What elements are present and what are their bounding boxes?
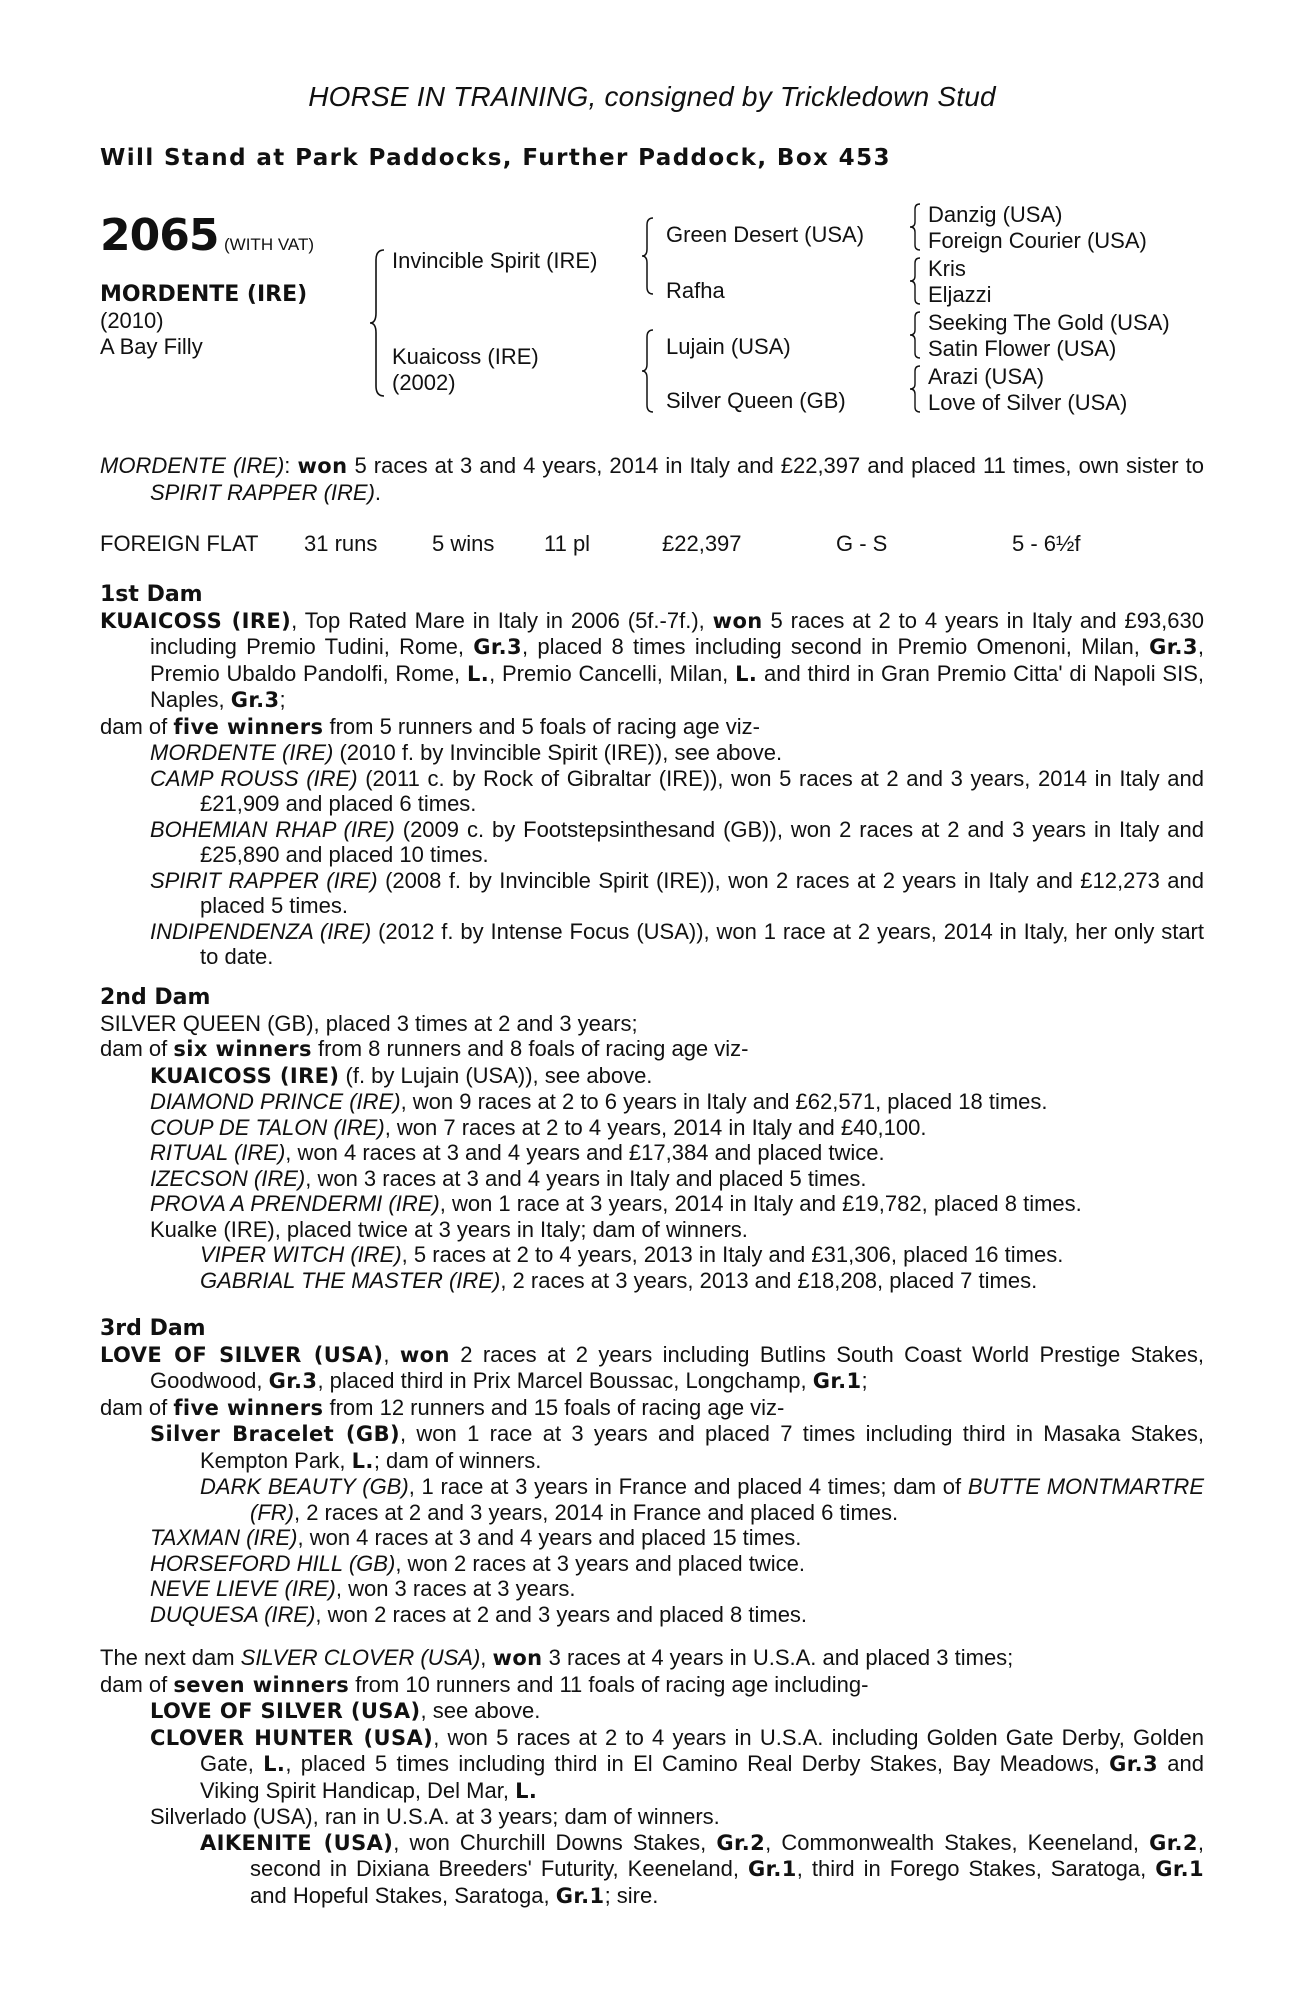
brace-dam xyxy=(640,328,656,414)
text: , won 3 races at 3 and 4 years in Italy and placed 5 times. xyxy=(305,1165,867,1191)
progeny-name: RITUAL (IRE) xyxy=(150,1140,286,1165)
text: , Commonwealth Stakes, Keeneland, xyxy=(765,1829,1150,1855)
text: ; xyxy=(861,1368,868,1393)
text: , won 4 races at 3 and 4 years and £17,384 and placed twice. xyxy=(285,1140,885,1165)
text: from 12 runners and 15 foals of racing age viz- xyxy=(323,1394,785,1420)
grade: Gr.1 xyxy=(812,1369,862,1393)
grade: Gr.3 xyxy=(1149,635,1198,659)
winners-count: five winners xyxy=(173,714,324,739)
progeny-name: Silver Bracelet (GB) xyxy=(150,1422,400,1446)
text: dam of xyxy=(100,713,174,739)
grade: Gr.3 xyxy=(473,635,523,659)
progeny-item xyxy=(100,1191,1204,1217)
g-seeking-the-gold: Seeking The Gold (USA) xyxy=(928,310,1170,335)
progeny-name: HORSEFORD HILL (GB) xyxy=(150,1550,396,1576)
progeny-name: INDIPENDENZA (IRE) xyxy=(150,918,372,944)
progeny-name: DARK BEAUTY (GB) xyxy=(200,1474,409,1499)
section-heading: 2nd Dam xyxy=(100,985,211,1010)
progeny-item xyxy=(100,1421,1204,1474)
text: , placed 5 times including third in El Camino Real Derby Stakes, Bay Meadows, xyxy=(285,1751,1110,1776)
grade: Gr.1 xyxy=(555,1883,605,1908)
progeny-item xyxy=(100,1525,1204,1551)
progeny-item xyxy=(100,1551,1204,1577)
progeny-name: CAMP ROUSS (IRE) xyxy=(150,765,358,791)
g-satin-flower: Satin Flower (USA) xyxy=(928,336,1117,361)
progeny-item xyxy=(100,1115,1204,1141)
text: , won 2 races at 3 years and placed twice. xyxy=(395,1550,805,1576)
summary-won: won xyxy=(297,454,348,478)
text: , 2 races at 3 years, 2013 and £18,208, placed 7 times. xyxy=(500,1267,1038,1293)
progeny-name: KUAICOSS (IRE) xyxy=(150,1063,340,1088)
text: , Premio Cancelli, Milan, xyxy=(489,660,736,686)
progeny-item: Silverlado (USA), ran in U.S.A. at 3 years; dam of winners. xyxy=(150,1804,720,1829)
summary-text: 5 races at 3 and 4 years, 2014 in Italy and £22,397 and placed 11 times, own sister to xyxy=(347,453,1204,478)
sire-sire: Green Desert (USA) xyxy=(666,222,865,247)
progeny-name: DUQUESA (IRE) xyxy=(150,1601,316,1627)
winners-count: seven winners xyxy=(173,1672,350,1697)
text: , xyxy=(480,1645,493,1670)
progeny-name: TAXMAN (IRE) xyxy=(150,1525,298,1550)
grade: Gr.3 xyxy=(268,1369,318,1393)
text: , won Churchill Downs Stakes, xyxy=(393,1829,717,1855)
progeny-item xyxy=(100,1698,1204,1725)
vat-note: (WITH VAT) xyxy=(224,235,315,254)
text: from 5 runners and 5 foals of racing age viz- xyxy=(323,713,760,739)
grade: Gr.3 xyxy=(230,688,280,712)
progeny-name: GABRIAL THE MASTER (IRE) xyxy=(200,1267,501,1293)
progeny-item xyxy=(100,1268,1204,1294)
horse-summary xyxy=(100,453,1204,505)
progeny-item xyxy=(100,1089,1204,1115)
progeny-name: SPIRIT RAPPER (IRE) xyxy=(150,867,378,893)
dam-line: SILVER QUEEN (GB), placed 3 times at 2 and 3 years; xyxy=(100,1010,638,1036)
progeny-item xyxy=(100,1166,1204,1192)
text: (2010 f. by Invincible Spirit (IRE)), see above. xyxy=(333,740,783,765)
progeny-name: BOHEMIAN RHAP (IRE) xyxy=(150,816,395,842)
dam-year: (2002) xyxy=(392,370,456,395)
grade: Gr.1 xyxy=(747,1857,797,1881)
progeny-name: DIAMOND PRINCE (IRE) xyxy=(150,1089,401,1114)
dam-name: SILVER CLOVER (USA) xyxy=(240,1645,481,1670)
record-placed: 11 pl xyxy=(544,531,591,556)
text: dam of xyxy=(100,1394,174,1420)
progeny-item xyxy=(100,1140,1204,1166)
record-wins: 5 wins xyxy=(432,531,495,556)
text: , third in Forego Stakes, Saratoga, xyxy=(796,1856,1156,1881)
progeny-item xyxy=(100,766,1204,817)
text: dam of xyxy=(100,1036,174,1061)
dam-sire: Lujain (USA) xyxy=(666,334,791,359)
grade: Gr.1 xyxy=(1155,1857,1204,1881)
progeny-name: VIPER WITCH (IRE) xyxy=(200,1242,402,1267)
g-kris: Kris xyxy=(928,256,966,281)
text: , xyxy=(383,1341,400,1367)
text: , won 7 races at 2 to 4 years, 2014 in Italy and £40,100. xyxy=(384,1114,927,1140)
summary-text: . xyxy=(374,479,382,505)
listed: L. xyxy=(351,1448,374,1473)
record-going: G - S xyxy=(836,531,888,556)
stand-location: Will Stand at Park Paddocks, Further Paddock, Box 453 xyxy=(100,145,891,171)
listed: L. xyxy=(735,661,758,686)
text: dam of xyxy=(100,1671,174,1697)
text: 3 races at 4 years in U.S.A. and placed 3 times; xyxy=(542,1645,1014,1670)
progeny-name: PROVA A PRENDERMI (IRE) xyxy=(150,1191,440,1216)
g-danzig: Danzig (USA) xyxy=(928,202,1063,227)
progeny-item xyxy=(100,1576,1204,1602)
progeny-item xyxy=(100,1063,1204,1090)
text: and Hopeful Stakes, Saratoga, xyxy=(250,1882,556,1908)
text: , see above. xyxy=(420,1698,541,1723)
horse-year: (2010) xyxy=(100,308,164,333)
text: and Viking Spirit Handicap, Del Mar, xyxy=(200,1751,1204,1803)
text: (2012 f. by Intense Focus (USA)), won 1 race at 2 years, 2014 in Italy, her only start to date. xyxy=(200,918,1204,969)
horse-name: MORDENTE (IRE) xyxy=(100,282,308,307)
text: , won 2 races at 2 and 3 years and placed 8 times. xyxy=(315,1601,808,1627)
text: , won 9 races at 2 to 6 years in Italy and £62,571, placed 18 times. xyxy=(400,1089,1048,1114)
section-heading: 3rd Dam xyxy=(100,1316,206,1341)
text: ; dam of winners. xyxy=(373,1447,542,1473)
text: , Top Rated Mare in Italy in 2006 (5f.-7f.), xyxy=(291,607,713,633)
record-distance: 5 - 6½f xyxy=(1012,531,1081,556)
dam-name: KUAICOSS (IRE) xyxy=(100,608,292,633)
text: (2011 c. by Rock of Gibraltar (IRE)), won 5 races at 2 and 3 years, 2014 in Italy and £21,909 and placed 6 times. xyxy=(200,765,1204,816)
summary-sister: SPIRIT RAPPER (IRE) xyxy=(150,479,375,505)
progeny-name: BUTTE MONTMARTRE (FR) xyxy=(250,1474,1204,1525)
progeny-item xyxy=(100,1602,1204,1628)
progeny-item xyxy=(100,868,1204,919)
progeny-name: LOVE OF SILVER (USA) xyxy=(150,1699,421,1723)
progeny-name: CLOVER HUNTER (USA) xyxy=(150,1725,434,1750)
text: ; xyxy=(279,687,286,712)
text: , second in Dixiana Breeders' Futurity, Keeneland, xyxy=(250,1829,1205,1881)
summary-name: MORDENTE (IRE) xyxy=(100,453,285,478)
third-dam-section xyxy=(100,1316,1204,1627)
progeny-item xyxy=(100,1474,1204,1525)
progeny-item xyxy=(100,1725,1204,1805)
progeny-item: Kualke (IRE), placed twice at 3 years in Italy; dam of winners. xyxy=(150,1216,748,1242)
text: , won 5 races at 2 to 4 years in U.S.A. including Golden Gate Derby, Golden Gate, xyxy=(200,1724,1204,1776)
text: (f. by Lujain (USA)), see above. xyxy=(339,1062,653,1088)
record-earnings: £22,397 xyxy=(662,531,742,556)
dam-dam: Silver Queen (GB) xyxy=(666,388,846,413)
grade: Gr.2 xyxy=(1149,1830,1198,1855)
text: (2009 c. by Footstepsinthesand (GB)), won 2 races at 2 and 3 years in Italy and £25,890 and placed 10 times. xyxy=(200,816,1204,867)
text: from 10 runners and 11 foals of racing age including- xyxy=(349,1671,869,1697)
text: , placed third in Prix Marcel Boussac, Longchamp, xyxy=(317,1368,813,1393)
progeny-item xyxy=(100,817,1204,868)
record-runs: 31 runs xyxy=(304,531,378,556)
listed: L. xyxy=(466,661,490,686)
progeny-name: IZECSON (IRE) xyxy=(150,1165,306,1191)
page-title: HORSE IN TRAINING, consigned by Trickledown Stud xyxy=(308,81,996,112)
section-heading: 1st Dam xyxy=(100,582,203,607)
text: , won 3 races at 3 years. xyxy=(335,1576,576,1601)
sire: Invincible Spirit (IRE) xyxy=(392,248,598,273)
text: from 8 runners and 8 foals of racing age viz- xyxy=(311,1036,749,1061)
sire-dam: Rafha xyxy=(666,278,725,303)
winners-count: five winners xyxy=(173,1395,324,1420)
won-bold: won xyxy=(712,608,763,633)
g-love-of-silver: Love of Silver (USA) xyxy=(928,390,1128,415)
g-foreign-courier: Foreign Courier (USA) xyxy=(928,228,1147,253)
listed: L. xyxy=(263,1752,286,1776)
text: , won 1 race at 3 years, 2014 in Italy and £19,782, placed 8 times. xyxy=(439,1191,1082,1216)
record-label: FOREIGN FLAT xyxy=(100,531,259,556)
brace-g4 xyxy=(908,364,922,414)
progeny-name: COUP DE TALON (IRE) xyxy=(150,1114,385,1140)
text: , won 4 races at 3 and 4 years and placed 15 times. xyxy=(297,1525,802,1550)
grade: Gr.3 xyxy=(1109,1752,1158,1776)
second-dam-section xyxy=(100,985,1204,1293)
text: , 2 races at 2 and 3 years, 2014 in France and placed 6 times. xyxy=(293,1499,899,1525)
progeny-item xyxy=(100,919,1204,970)
text: and third in Gran Premio Citta' di Napoli SIS, Naples, xyxy=(150,660,1205,712)
horse-description: A Bay Filly xyxy=(100,334,203,359)
text: (2008 f. by Invincible Spirit (IRE)), won 2 races at 2 years in Italy and £12,273 and placed 5 times. xyxy=(200,867,1204,918)
brace-g2 xyxy=(908,256,922,306)
text: , won 1 race at 3 years and placed 7 times including third in Masaka Stakes, Kempton Park, xyxy=(200,1421,1205,1473)
g-arazi: Arazi (USA) xyxy=(928,364,1045,389)
text: 2 races at 2 years including Butlins South Coast World Prestige Stakes, Goodwood, xyxy=(150,1341,1204,1393)
text: , placed 8 times including second in Premio Omenoni, Milan, xyxy=(522,634,1150,659)
listed: L. xyxy=(515,1778,538,1803)
won-bold: won xyxy=(492,1646,543,1670)
lot-number: 2065 xyxy=(100,210,219,261)
text: , 1 race at 3 years in France and placed 4 times; dam of xyxy=(408,1474,968,1499)
g-eljazzi: Eljazzi xyxy=(928,282,992,307)
text: The next dam xyxy=(100,1645,241,1670)
grade: Gr.2 xyxy=(716,1830,766,1855)
text: , 5 races at 2 to 4 years, 2013 in Italy and £31,306, placed 16 times. xyxy=(401,1242,1064,1267)
racing-record xyxy=(100,531,1204,557)
won-bold: won xyxy=(399,1342,450,1367)
dam-name: LOVE OF SILVER (USA) xyxy=(100,1342,384,1367)
text: , Premio Ubaldo Pandolfi, Rome, xyxy=(150,634,1205,686)
dam: Kuaicoss (IRE) xyxy=(392,344,539,369)
brace-g3 xyxy=(908,310,922,360)
brace-main xyxy=(368,248,388,398)
progeny-item xyxy=(100,1242,1204,1268)
progeny-name: AIKENITE (USA) xyxy=(200,1830,394,1855)
progeny-name: NEVE LIEVE (IRE) xyxy=(150,1576,336,1601)
progeny-item xyxy=(100,1830,1204,1910)
summary-text: : xyxy=(284,453,298,478)
first-dam-section xyxy=(100,582,1204,970)
brace-sire xyxy=(640,216,656,296)
text: ; sire. xyxy=(604,1882,659,1908)
next-dam-section xyxy=(100,1645,1204,1909)
text: 5 races at 2 to 4 years in Italy and £93,630 including Premio Tudini, Rome, xyxy=(150,607,1204,659)
winners-count: six winners xyxy=(173,1037,312,1061)
progeny-name: MORDENTE (IRE) xyxy=(150,740,334,765)
brace-g1 xyxy=(908,202,922,252)
pedigree-table xyxy=(100,200,1204,440)
progeny-item xyxy=(100,740,1204,766)
